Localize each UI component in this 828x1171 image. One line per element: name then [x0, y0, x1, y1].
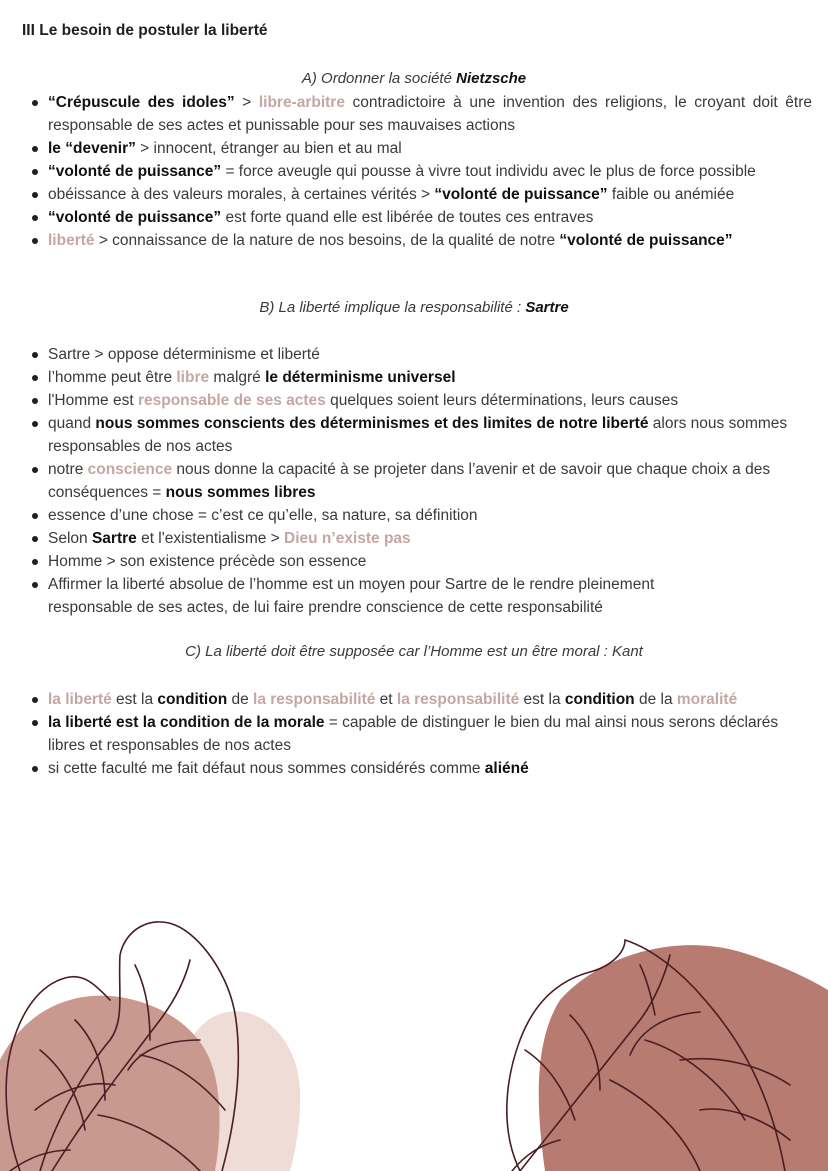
list-item — [22, 757, 812, 780]
item-text-bold: condition — [564, 691, 635, 708]
item-text: est la — [519, 691, 565, 708]
item-text-accent: la liberté — [48, 691, 112, 708]
list-item — [22, 389, 812, 412]
item-text: > — [234, 94, 259, 111]
item-text: alors nous sommes responsables de nos actes — [48, 415, 788, 455]
item-text-accent: la responsabilité — [253, 691, 376, 708]
list-item — [22, 412, 812, 458]
item-text-bold: “volonté de puissance” — [48, 163, 222, 180]
item-text-bold: “volonté de puissance” — [434, 186, 608, 203]
section-a-heading-author: Nietzsche — [456, 70, 527, 87]
section-a-heading-text: A) Ordonner la société — [301, 70, 457, 87]
right-leaf-decoration — [507, 940, 828, 1171]
list-item — [22, 573, 812, 619]
page-title: III Le besoin de postuler la liberté — [22, 22, 268, 39]
item-text-bold: nous sommes conscients des déterminismes et des limites de notre liberté — [95, 415, 649, 432]
section-b-heading — [0, 299, 828, 316]
list-item — [22, 206, 812, 229]
item-text: = capable de distinguer le bien du mal ainsi nous serons déclarés libres et responsables de nos actes — [48, 714, 779, 754]
list-item — [22, 91, 812, 137]
section-a-list — [22, 91, 812, 252]
item-text: de — [227, 691, 254, 708]
item-text-bold: le déterminisme universel — [265, 369, 456, 386]
item-text: et l'existentialisme > — [136, 530, 285, 547]
section-a-heading — [0, 70, 828, 87]
item-text: obéissance à des valeurs morales, à certaines vérités > — [48, 186, 435, 203]
section-c-heading-text: C) La liberté doit être supposée car l’Homme est un être moral : Kant — [185, 643, 643, 660]
item-text: quand — [48, 415, 96, 432]
item-text-accent: conscience — [87, 461, 173, 478]
item-text-bold: “volonté de puissance” — [559, 232, 733, 249]
item-text: Sartre > oppose déterminisme et liberté — [48, 346, 320, 363]
list-item — [22, 688, 812, 711]
list-item — [22, 711, 812, 757]
item-text-accent: moralité — [676, 691, 738, 708]
list-item — [22, 343, 812, 366]
item-text: est forte quand elle est libérée de toutes ces entraves — [221, 209, 594, 226]
item-text: l’homme peut être — [48, 369, 177, 386]
list-item — [22, 550, 812, 573]
section-c-heading — [0, 643, 828, 660]
list-item — [22, 160, 812, 183]
item-text: essence d’une chose = c’est ce qu’elle, sa nature, sa définition — [48, 507, 478, 524]
item-text: = force aveugle qui pousse à vivre tout individu avec le plus de force possible — [221, 163, 756, 180]
section-b-heading-text: B) La liberté implique la responsabilité : — [259, 299, 526, 316]
section-b-heading-author: Sartre — [525, 299, 569, 316]
item-text-bold: aliéné — [484, 760, 529, 777]
item-text-bold: nous sommes libres — [165, 484, 316, 501]
section-b-list — [22, 343, 812, 619]
list-item — [22, 137, 812, 160]
list-item — [22, 458, 812, 504]
item-text-bold: “volonté de puissance” — [48, 209, 222, 226]
item-text: quelques soient leurs déterminations, leurs causes — [325, 392, 679, 409]
item-text: nous donne la capacité à se projeter dans l’avenir et de savoir que chaque choix a des conséquences = — [48, 461, 771, 501]
item-text: est la — [111, 691, 158, 708]
item-text: malgré — [209, 369, 266, 386]
item-text-bold: condition — [157, 691, 228, 708]
item-text: de la — [634, 691, 677, 708]
section-c-list — [22, 688, 812, 780]
item-text-bold: la liberté est la condition de la morale — [48, 714, 325, 731]
list-item — [22, 504, 812, 527]
list-item — [22, 229, 812, 252]
item-text-accent: libre-arbitre — [258, 94, 345, 111]
item-text: et — [375, 691, 397, 708]
item-text-accent: Dieu n’existe pas — [284, 530, 411, 547]
item-text-accent: la responsabilité — [396, 691, 520, 708]
item-text: > innocent, étranger au bien et au mal — [135, 140, 402, 157]
item-text-accent: liberté — [48, 232, 95, 249]
item-text-bold: le “devenir” — [48, 140, 136, 157]
item-text: si cette faculté me fait défaut nous sommes considérés comme — [48, 760, 485, 777]
item-text-accent: libre — [176, 369, 210, 386]
item-text: > connaissance de la nature de nos besoins, de la qualité de notre — [94, 232, 560, 249]
list-item — [22, 366, 812, 389]
left-leaf-decoration — [0, 922, 300, 1171]
item-text-bold: Sartre — [91, 530, 137, 547]
item-text-bold: “Crépuscule des idoles” — [48, 94, 235, 111]
item-text: faible ou anémiée — [607, 186, 735, 203]
item-text-accent: responsable de ses actes — [137, 392, 326, 409]
item-text: l'Homme est — [48, 392, 138, 409]
item-text: contradictoire à une invention des religions, le croyant doit être responsable de ses actes et punissable pour ses mauvaises actions — [48, 94, 813, 134]
list-item — [22, 183, 812, 206]
item-text: Affirmer la liberté absolue de l’homme est un moyen pour Sartre de le rendre pleinement responsable de ses actes, de lui faire prendre conscience de cette responsabilité — [48, 576, 655, 616]
item-text: Selon — [48, 530, 92, 547]
list-item — [22, 527, 812, 550]
item-text: Homme > son existence précède son essence — [48, 553, 367, 570]
item-text: notre — [48, 461, 88, 478]
left-dark-blob — [0, 996, 220, 1171]
